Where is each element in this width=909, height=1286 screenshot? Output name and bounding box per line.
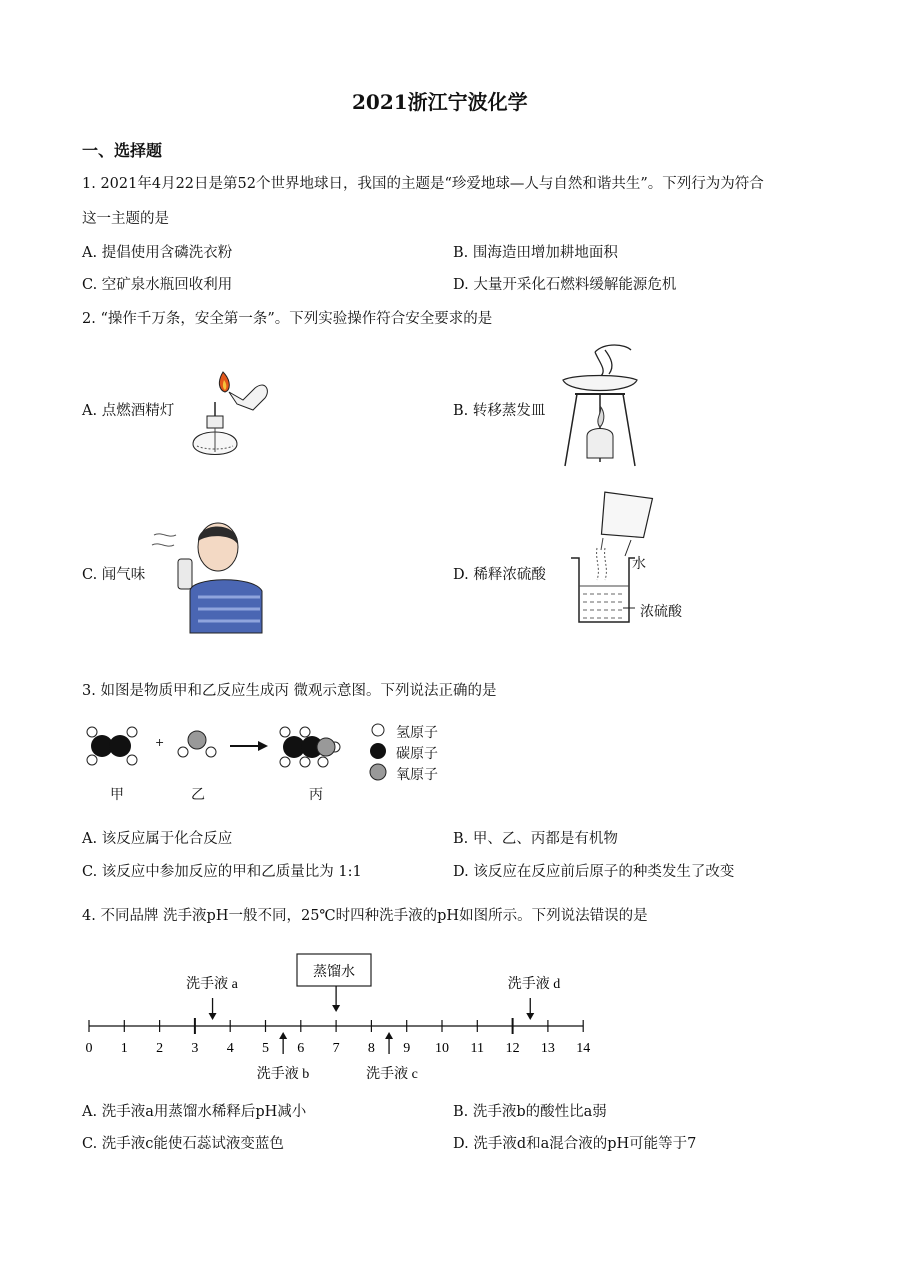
q2-option-c: C. 闻气味	[82, 567, 146, 583]
water-label: 水	[632, 556, 646, 572]
q3-stem: 3. 如图是物质甲和乙反应生成丙 微观示意图。下列说法正确的是	[82, 683, 497, 699]
q2-option-a: A. 点燃酒精灯	[82, 403, 175, 419]
q1-option-a: A. 提倡使用含磷洗衣粉	[82, 245, 233, 261]
molecule-bing	[280, 727, 340, 767]
ph-tick-label: 3	[191, 1041, 199, 1056]
label-bing: 丙	[309, 787, 323, 803]
q4-stem: 4. 不同品牌 洗手液pH一般不同，25℃时四种洗手液的pH如图所示。下列说法错误的是	[82, 908, 648, 924]
label-yi: 乙	[191, 787, 205, 803]
ph-tick-label: 14	[576, 1041, 591, 1056]
ph-tick-label: 7	[332, 1041, 340, 1056]
q1-stem-line1: 1. 2021年4月22日是第52个世界地球日，我国的主题是“珍爱地球—人与自然和谐共生”。下列行为为符合	[82, 176, 764, 192]
arrow-a-head	[209, 1013, 217, 1020]
q1-option-b: B. 围海造田增加耕地面积	[453, 245, 618, 261]
q4-option-c: C. 洗手液c能使石蕊试液变蓝色	[82, 1136, 284, 1152]
legend-hydrogen: 氢原子	[396, 725, 438, 741]
page-title: 2021浙江宁波化学	[352, 90, 528, 114]
ph-tick-label: 1	[120, 1041, 128, 1056]
molecule-jia	[87, 727, 137, 765]
ph-tick-label: 10	[435, 1041, 449, 1056]
evaporating-dish-illustration	[555, 340, 645, 472]
handwash-d-label: 洗手液 d	[507, 977, 561, 992]
ph-tick-label: 12	[505, 1041, 520, 1056]
q4-option-d: D. 洗手液d和a混合液的pH可能等于7	[453, 1136, 697, 1152]
distilled-water-label: 蒸馏水	[313, 965, 355, 980]
acid-label: 浓硫酸	[640, 604, 682, 620]
molecule-yi	[178, 731, 216, 757]
plus-sign: +	[155, 736, 165, 749]
q3-option-c: C. 该反应中参加反应的甲和乙质量比为 1:1	[82, 864, 362, 880]
q3-option-a: A. 该反应属于化合反应	[82, 831, 233, 847]
ph-tick-label: 11	[470, 1041, 485, 1056]
q3-option-d: D. 该反应在反应前后原子的种类发生了改变	[453, 864, 735, 880]
q2-option-d: D. 稀释浓硫酸	[453, 567, 546, 583]
handwash-b-label: 洗手液 b	[256, 1067, 310, 1082]
q4-option-a: A. 洗手液a用蒸馏水稀释后pH减小	[82, 1104, 307, 1120]
ph-tick-label: 13	[540, 1041, 555, 1056]
arrow-b-head	[279, 1032, 287, 1039]
q1-option-c: C. 空矿泉水瓶回收利用	[82, 277, 233, 293]
ph-tick-label: 9	[403, 1041, 411, 1056]
q4-option-b: B. 洗手液b的酸性比a弱	[453, 1104, 607, 1120]
ph-tick-label: 2	[156, 1041, 164, 1056]
ph-tick-label: 0	[85, 1041, 93, 1056]
q2-stem: 2. “操作千万条，安全第一条”。下列实验操作符合安全要求的是	[82, 311, 493, 327]
label-jia: 甲	[110, 787, 124, 803]
handwash-c-label: 洗手液 c	[366, 1067, 418, 1082]
alcohol-lamp-illustration	[185, 362, 275, 470]
legend-oxygen: 氧原子	[396, 767, 438, 783]
q1-option-d: D. 大量开采化石燃料缓解能源危机	[453, 277, 677, 293]
ph-tick-label: 8	[367, 1041, 375, 1056]
q2-option-b: B. 转移蒸发皿	[453, 403, 546, 419]
q3-option-b: B. 甲、乙、丙都是有机物	[453, 831, 618, 847]
arrow-c-head	[385, 1032, 393, 1039]
ph-tick-label: 6	[297, 1041, 305, 1056]
handwash-a-label: 洗手液 a	[186, 977, 238, 992]
ph-tick-label: 4	[226, 1041, 234, 1056]
q1-stem-line2: 这一主题的是	[82, 211, 169, 227]
ph-scale	[0, 950, 909, 1090]
smelling-person-illustration	[150, 515, 268, 633]
ph-tick-label: 5	[262, 1041, 269, 1056]
legend-carbon: 碳原子	[396, 746, 438, 762]
section-heading: 一、选择题	[82, 141, 163, 160]
arrow-water-head	[332, 1005, 340, 1012]
arrow-d-head	[526, 1013, 534, 1020]
